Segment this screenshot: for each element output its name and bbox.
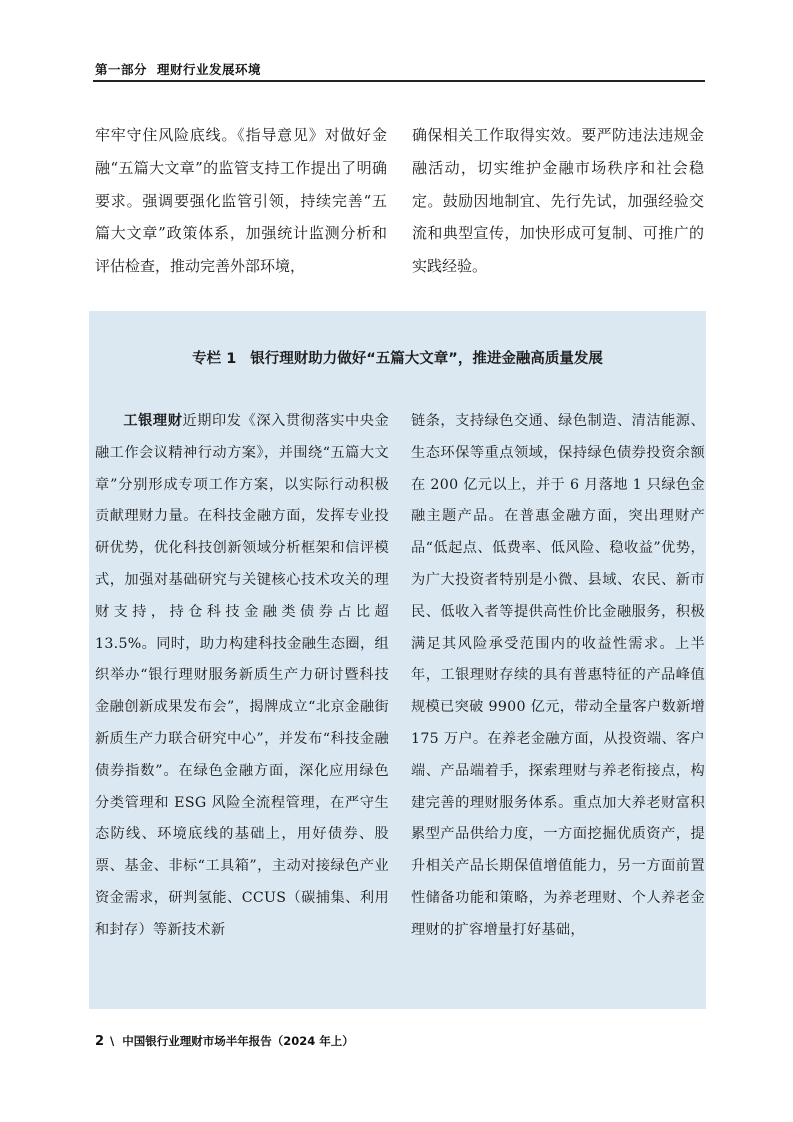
box-column-right <box>411 406 705 947</box>
body-column-right <box>412 119 704 283</box>
box-title <box>89 347 706 368</box>
box-paragraph: 链条，支持绿色交通、绿色制造、清洁能源、生态环保等重点领域，保持绿色债券投资余额在 200 亿元以上，并于 6 月落地 1 只绿色金融主题产品。在普惠金融方面，突出理财产品“低起点、低费率、低风险、稳收益”优势，为广大投资者特别是小微、县域、农民、新市民、低收入者等提供高性价比金融服务，积极满足其风险承受范围内的收益性需求。上半年，工银理财存续的具有普惠特征的产品峰值规模已突破 9900 亿元，带动全量客户数新增 175 万户。在养老金融方面，从投资端、客户端、产品端着手，探索理财与养老衔接点，构建完善的理财服务体系。重点加大养老财富积累型产品供给力度，一方面挖掘优质资产，提升相关产品长期保值增值能力，另一方面前置性储备功能和策略，为养老理财、个人养老金理财的扩容增量打好基础， <box>411 413 705 938</box>
running-header <box>95 60 261 78</box>
footer-separator: \ <box>110 1034 115 1048</box>
box-text-left: 近期印发《深入贯彻落实中央金融工作会议精神行动方案》，并围绕“五篇大文章”分别形成专项工作方案，以实际行动积极贡献理财力量。在科技金融方面，发挥专业投研优势，优化科技创新领域分析框架和信评模式，加强对基础研究与关键核心技术攻关的理财支持，持仓科技金融类债券占比超 13.5%。同时，助力构建科技金融生态圈，组织举办“银行理财服务新质生产力研讨暨科技金融创新成果发布会”，揭牌成立“北京金融街新质生产力联合研究中心”，并发布“科技金融债券指数”。在绿色金融方面，深化应用绿色分类管理和 ESG 风险全流程管理，在严守生态防线、环境底线的基础上，用好债券、股票、基金、非标“工具箱”，主动对接绿色产业资金需求，研判氢能、CCUS（碳捕集、利用和封存）等新技术新 <box>95 413 390 938</box>
body-paragraph: 牢牢守住风险底线。《指导意见》对做好金融“五篇大文章”的监管支持工作提出了明确要求。强调要强化监管引领，持续完善“五篇大文章”政策体系，加强统计监测分析和评估检查，推动完善外部环境， <box>95 126 387 276</box>
page-footer <box>95 1033 354 1049</box>
body-column-left <box>95 119 387 283</box>
part-label: 第一部分 <box>95 62 148 77</box>
box-heading: 银行理财助力做好“五篇大文章”，推进金融高质量发展 <box>250 351 603 367</box>
box-column-left <box>95 406 389 947</box>
bank-name: 工银理财 <box>123 413 183 429</box>
box-paragraph <box>95 406 389 947</box>
page-number: 2 <box>95 1034 105 1049</box>
sidebar-box <box>89 311 706 1009</box>
box-label: 专栏 1 <box>192 351 237 367</box>
report-title: 中国银行业理财市场半年报告（2024 年上） <box>122 1034 354 1048</box>
header-rule <box>93 80 705 82</box>
section-title: 理财行业发展环境 <box>157 62 262 77</box>
body-paragraph: 确保相关工作取得实效。要严防违法违规金融活动，切实维护金融市场秩序和社会稳定。鼓励因地制宜、先行先试，加强经验交流和典型宣传，加快形成可复制、可推广的实践经验。 <box>412 126 704 276</box>
